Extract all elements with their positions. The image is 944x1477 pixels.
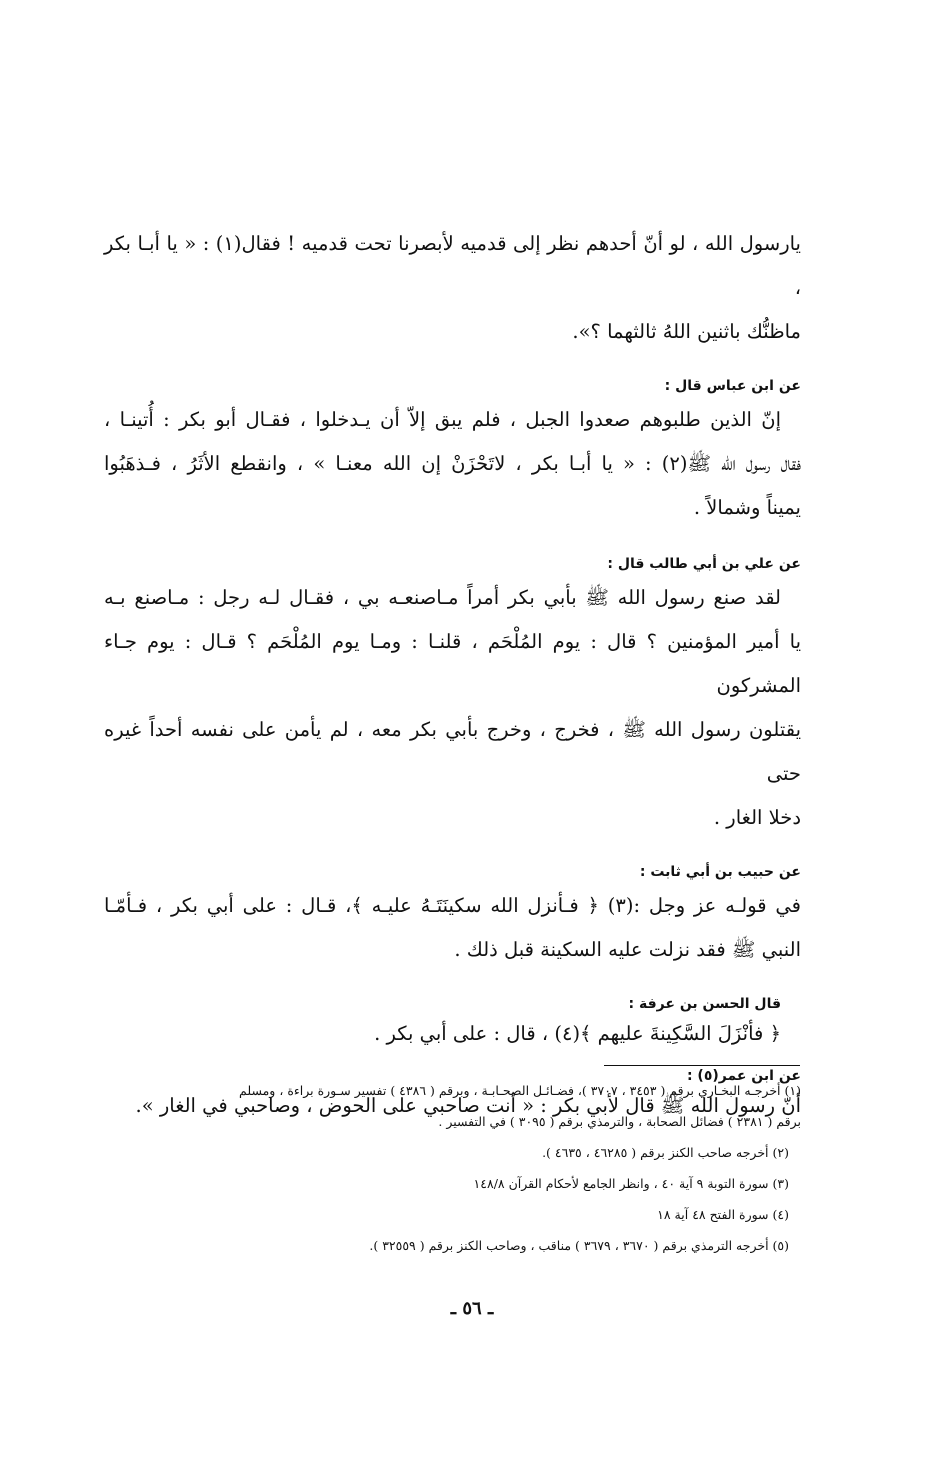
text-line: أنّ رسول الله ﷺ قال لأبي بكر : « أنت صاحبي على الحوض ، وصاحبي في الغار ». — [135, 1094, 801, 1117]
paragraph-4 — [104, 884, 801, 972]
text-line: يارسول الله ، لو أنّ أحدهم نظر إلى قدميه لأبصرنا تحت قدميه ! فقال(١) : « يا أبـا بكر ، — [104, 232, 801, 299]
footnote-5: (٥) أخرجه الترمذي برقم ( ٣٦٧٠ ، ٣٦٧٩ ) مناقب ، وصاحب الكنز برقم ( ٣٢٥٥٩ ). — [369, 1238, 789, 1253]
page-number: ـ ٥٦ ـ — [450, 1298, 494, 1319]
text-line: يا أمير المؤمنين ؟ قال : يوم المُلْحَم ، قلنـا : ومـا يوم المُلْحَم ؟ قـال : يوم جـاء المشركون — [104, 630, 801, 697]
heading-hasan: قال الحسن بن عرفة : — [628, 996, 781, 1012]
paragraph-2 — [104, 398, 801, 530]
text-line: يميناً وشمالاً . — [693, 496, 801, 519]
text-line: ماظنُّك باثنين اللهُ ثالثهما ؟». — [572, 320, 801, 343]
footnote-1-continued: برقم ( ٢٣٨١ ) فضائل الصحابة ، والترمذي برقم ( ٣٠٩٥ ) في التفسير . — [438, 1114, 801, 1129]
text-line: في قولـه عز وجل :(٣) ﴿ فـأنزل الله سكينَتَـهُ عليـه ﴾، قـال : على أبي بكر ، فـأمّـا — [104, 894, 802, 917]
text-line: يقتلون رسول الله ﷺ ، فخرج ، وخرج بأبي بكر معه ، لم يأمن على نفسه أحداً غيره حتى — [104, 718, 801, 785]
paragraph-5 — [104, 1012, 801, 1056]
footnote-divider — [604, 1065, 800, 1066]
text-line: فقال رسول الله ﷺ(٢) : « يا أبـا بكر ، لاتَحْزَنْ إن الله معنـا » ، وانقطع الأثَرُ ، فـذهَبُوا — [104, 452, 802, 475]
footnotes — [104, 1075, 801, 1261]
footnote-3: (٣) سورة التوبة ٩ آية ٤٠ ، وانظر الجامع لأحكام القرآن ١٤٨/٨ — [473, 1176, 789, 1191]
text-line: دخلا الغار . — [713, 806, 801, 829]
text-line: ﴿ فأنْزَلَ السَّكِينةَ عليهم ﴾(٤) ، قال : على أبي بكر . — [374, 1022, 781, 1045]
heading-ibn-umar: عن ابن عمر(٥) : — [686, 1068, 801, 1084]
page-body — [104, 222, 801, 1128]
text-line: النبي ﷺ فقد نزلت عليه السكينة قبل ذلك . — [454, 938, 801, 961]
footnote-1: (١) أخرجـه البخـاري برقم ( ٣٤٥٣ ، ٣٧٠٧ )، فضـائـل الصحـابـة ، وبرقم ( ٤٣٨٦ ) تفسير سـورة براءة ، ومسلم — [239, 1083, 801, 1098]
heading-habib: عن حبيب بن أبي ثابت : — [639, 864, 801, 880]
text-line: لقد صنع رسول الله ﷺ بأبي بكر أمراً مـاصنعـه بي ، فقـال لـه رجل : مـاصنع بـه — [104, 586, 781, 609]
paragraph-3 — [104, 576, 801, 840]
heading-ali: عن علي بن أبي طالب قال : — [607, 556, 801, 572]
footnote-2: (٢) أخرجه صاحب الكنز برقم ( ٤٦٢٨٥ ، ٤٦٣٥ ). — [542, 1145, 789, 1160]
heading-ibn-abbas: عن ابن عباس قال : — [664, 378, 801, 394]
text-line: إنّ الذين طلبوهم صعدوا الجبل ، فلم يبق إلاّ أن يـدخلوا ، فقـال أبو بكر : أُتينـا ، — [104, 408, 781, 431]
footnote-4: (٤) سورة الفتح ٤٨ آية ١٨ — [657, 1207, 789, 1222]
paragraph-1 — [104, 222, 801, 354]
